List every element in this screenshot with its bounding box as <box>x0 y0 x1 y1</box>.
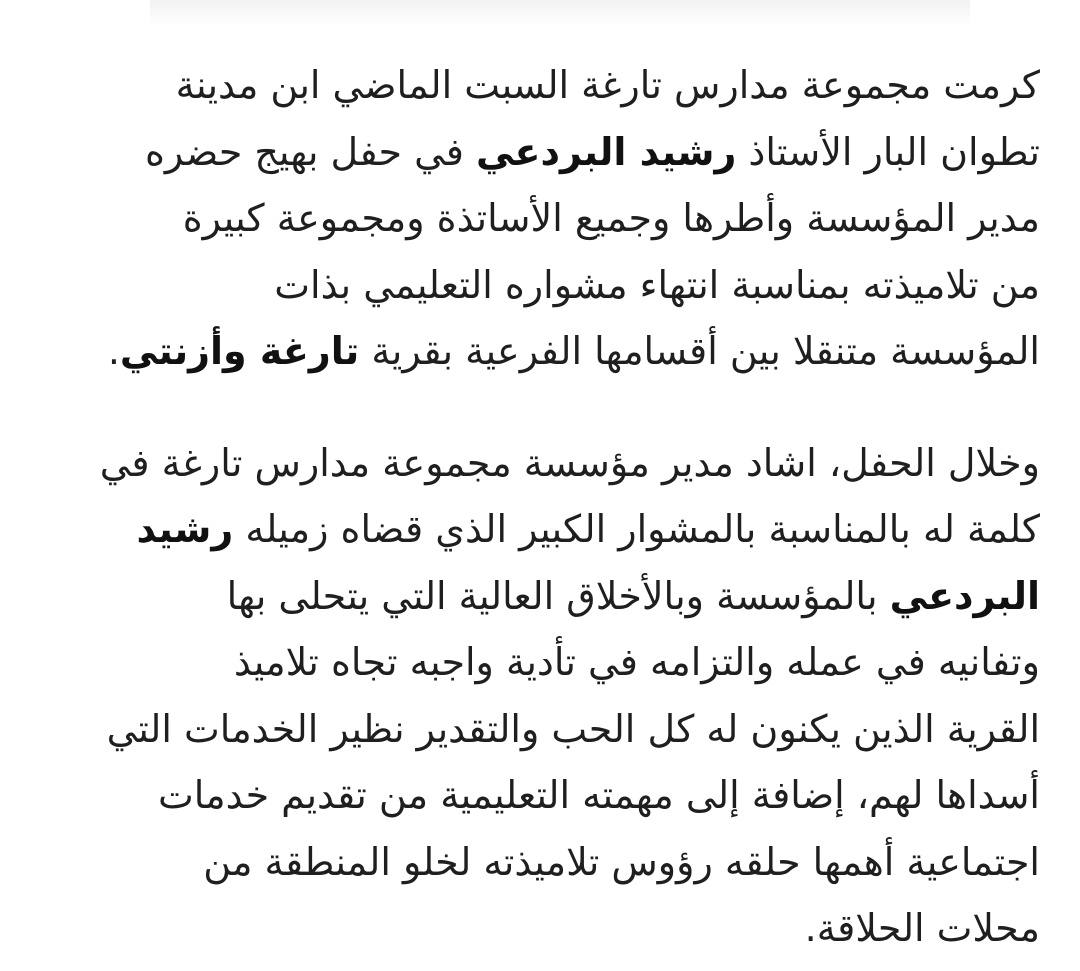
text-segment: . <box>107 329 120 373</box>
text-segment: تطوان البار الأستاذ <box>736 129 1040 174</box>
teacher-name: رشيد البردعي <box>476 129 737 174</box>
teacher-last-name: البردعي <box>889 573 1040 618</box>
paragraph-2-line-3 <box>40 563 1040 630</box>
paragraph-1 <box>40 52 1040 385</box>
paragraph-1-line-4: من تلاميذته بمناسبة انتهاء مشواره التعليمي بذات <box>274 262 1040 307</box>
paragraph-1-line-3: مدير المؤسسة وأطرها وجميع الأساتذة ومجموعة كبيرة <box>182 196 1040 240</box>
teacher-first-name: رشيد <box>136 507 234 551</box>
text-segment: كلمة له بالمناسبة بالمشوار الكبير الذي قضاه زميله <box>233 507 1040 551</box>
text-segment: بالمؤسسة وبالأخلاق العالية التي يتحلى بها <box>226 573 890 618</box>
article-body <box>40 52 1040 962</box>
paragraph-2-line-7: اجتماعية أهمها حلقه رؤوس تلاميذته لخلو المنطقة من <box>203 839 1040 884</box>
paragraph-1-line-1: كرمت مجموعة مدارس تارغة السبت الماضي ابن مدينة <box>175 63 1040 107</box>
top-shadow-divider <box>150 0 970 26</box>
text-segment: في حفل بهيج حضره <box>144 129 477 174</box>
paragraph-2-line-6: أسداها لهم، إضافة إلى مهمته التعليمية من تقديم خدمات <box>157 773 1040 817</box>
paragraph-2-line-4: وتفانيه في عمله والتزامه في تأدية واجبه تجاه تلاميذ <box>233 640 1040 684</box>
paragraph-2-line-5: القرية الذين يكنون له كل الحب والتقدير نظير الخدمات التي <box>106 706 1040 751</box>
paragraph-2-line-2 <box>40 496 1040 563</box>
paragraph-2-line-8: محلات الحلاقة. <box>804 906 1040 950</box>
village-name: تارغة وأزنتي <box>119 329 360 373</box>
paragraph-1-line-2 <box>40 119 1040 186</box>
paragraph-1-line-5 <box>40 318 1040 385</box>
paragraph-2-line-1: وخلال الحفل، اشاد مدير مؤسسة مجموعة مدارس تارغة في <box>99 440 1040 485</box>
paragraph-2 <box>40 430 1040 962</box>
text-segment: المؤسسة متنقلا بين أقسامها الفرعية بقرية <box>359 329 1040 373</box>
